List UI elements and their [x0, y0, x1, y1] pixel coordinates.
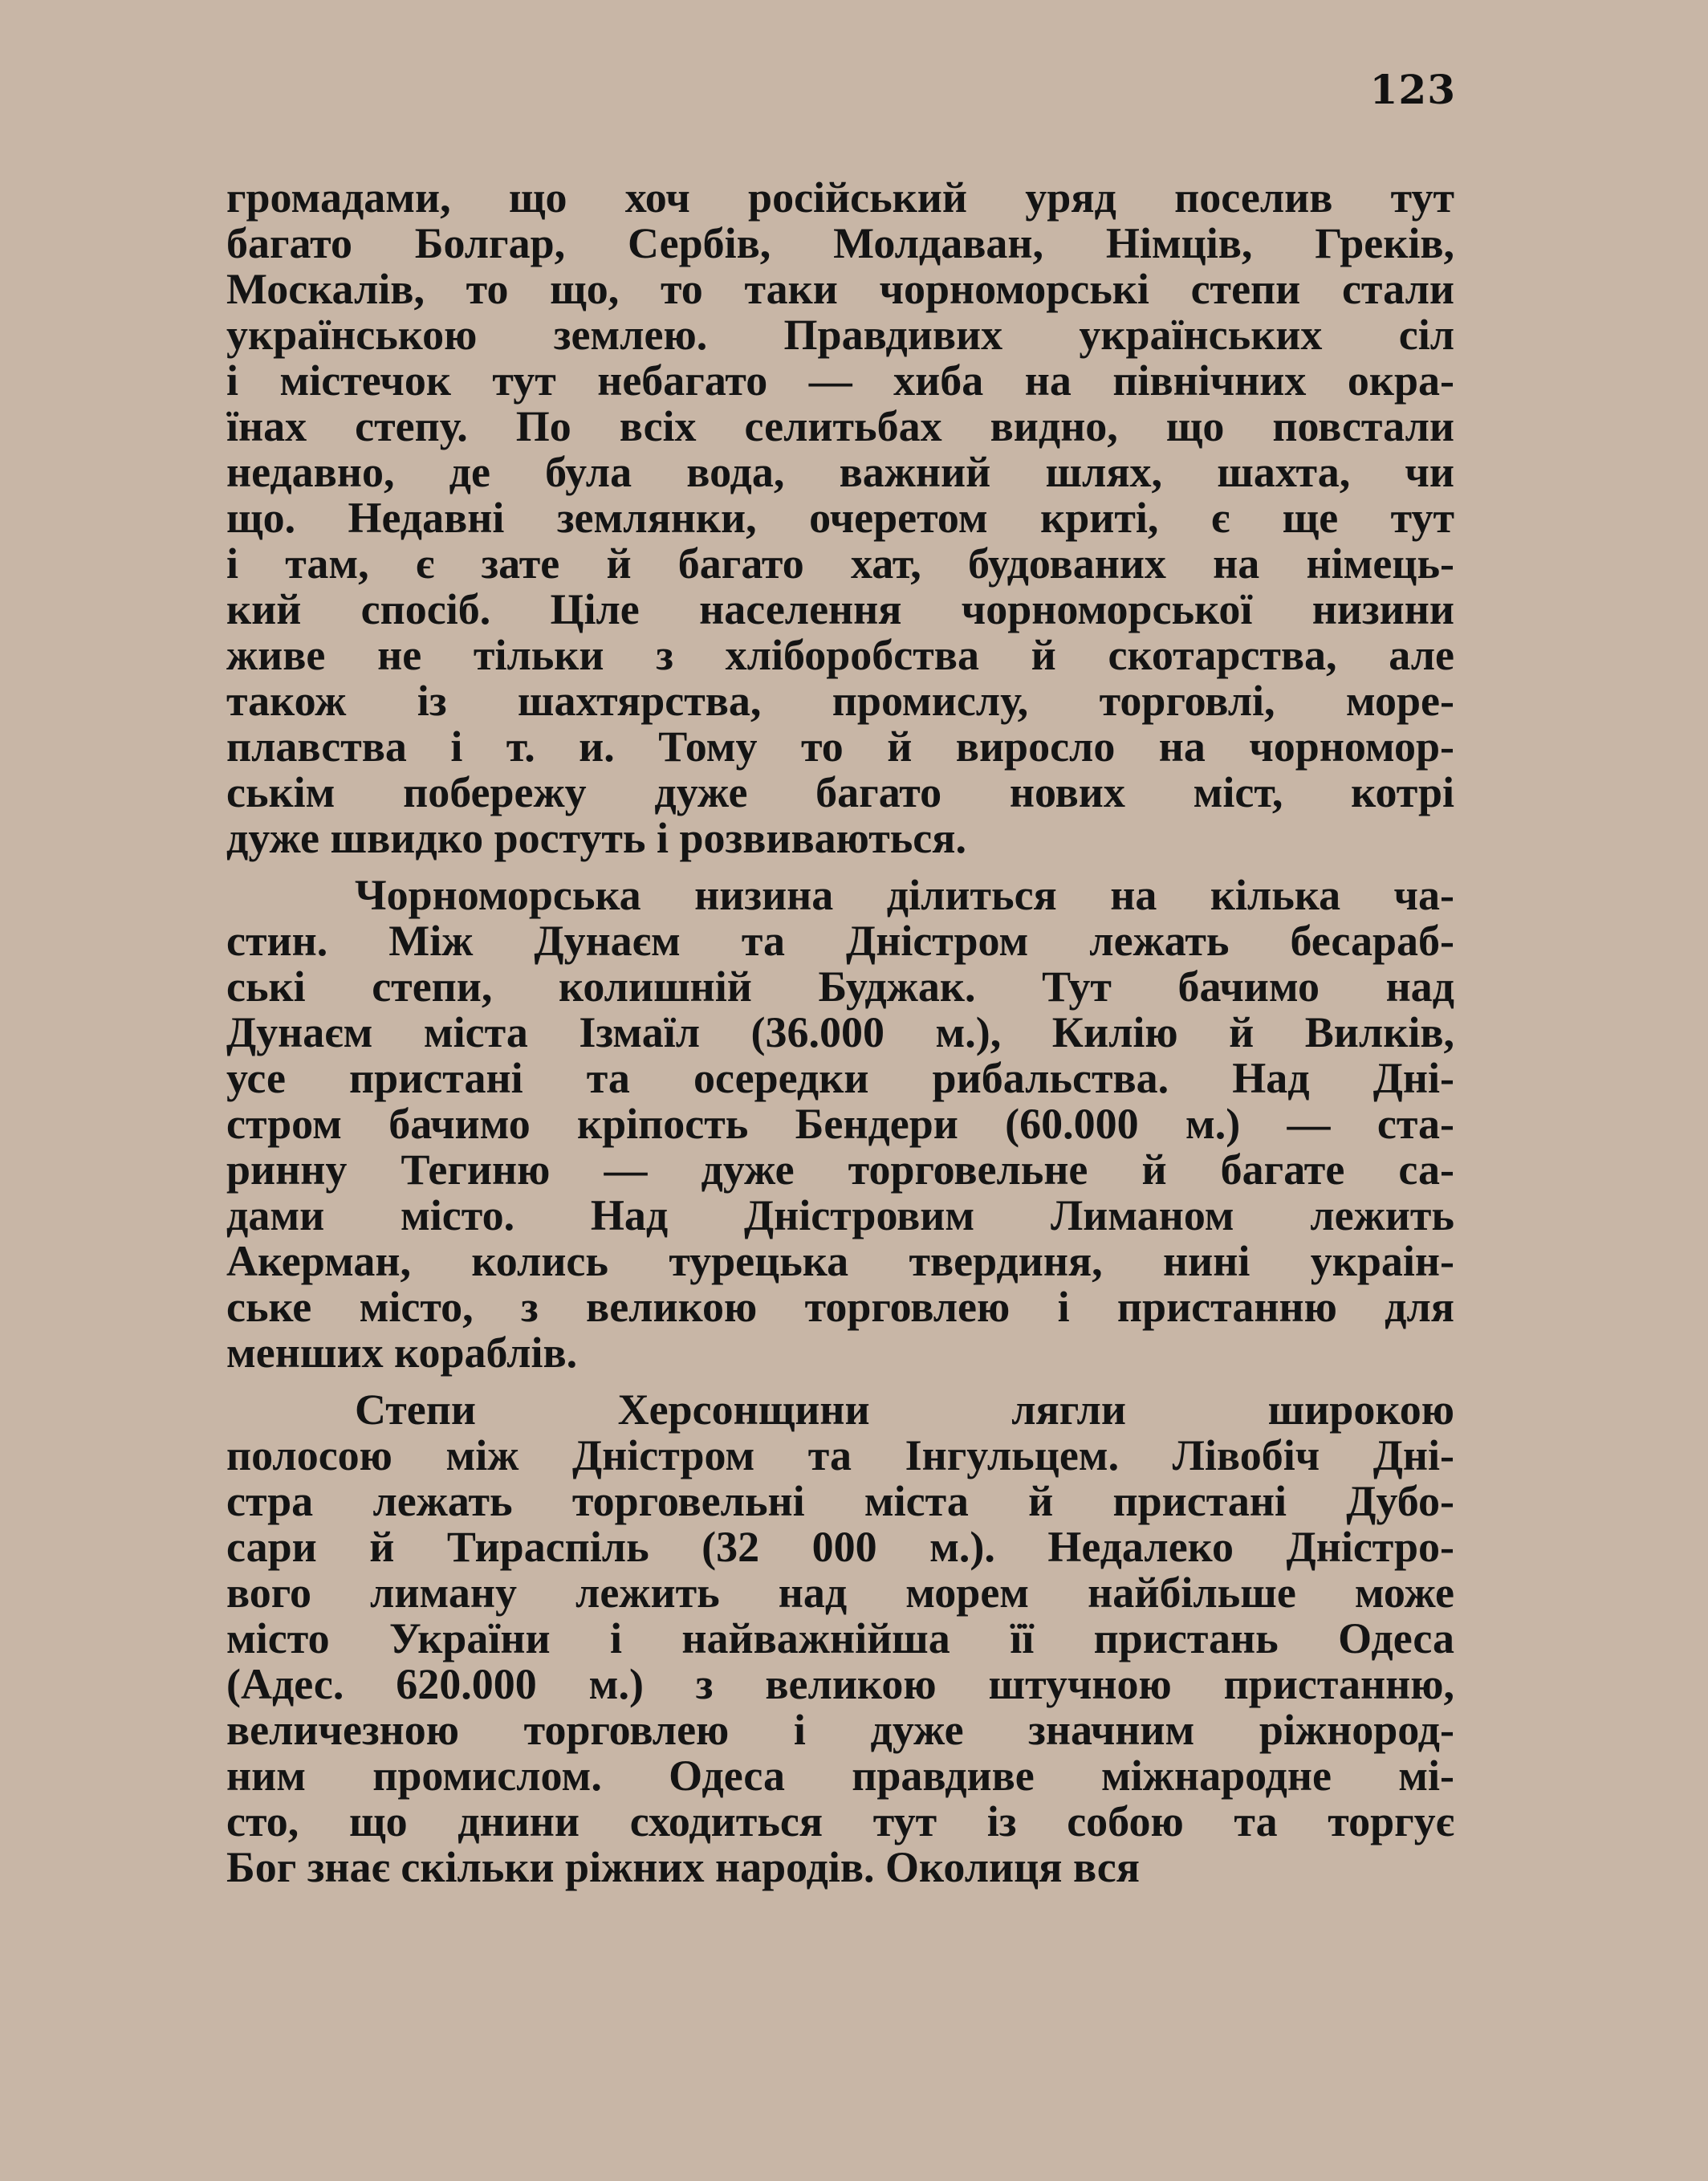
text-line: сари й Тираспіль (32 000 м.). Недалеко Дністро- [226, 1523, 1454, 1571]
text-line: і містечок тут небагато — хиба на північних окра- [226, 356, 1454, 405]
text-line: кий спосіб. Ціле населення чорноморської низини [226, 585, 1454, 633]
text-line: живе не тільки з хліборобства й скотарства, але [226, 631, 1454, 679]
text-line: їнах степу. По всіх селитьбах видно, що повстали [226, 402, 1454, 450]
text-line: недавно, де була вода, важний шлях, шахта, чи [226, 448, 1454, 496]
text-line: ське місто, з великою торговлею і пристанню для [226, 1283, 1454, 1331]
paragraph [226, 1387, 1454, 1890]
text-line: Москалів, то що, то таки чорноморські степи стали [226, 265, 1454, 313]
text-line: багато Болгар, Сербів, Молдаван, Німців, Греків, [226, 219, 1454, 267]
text-line: також із шахтярства, промислу, торговлі, море- [226, 677, 1454, 725]
text-line: стра лежать торговельні міста й пристані Дубо- [226, 1477, 1454, 1525]
text-line: українською землею. Правдивих українських сіл [226, 311, 1454, 359]
text-line: полосою між Дністром та Інгульцем. Лівобіч Дні- [226, 1431, 1454, 1479]
text-line: менших кораблів. [226, 1329, 578, 1377]
text-line: стром бачимо кріпость Бендери (60.000 м.) — ста- [226, 1100, 1454, 1148]
body-text [226, 175, 1454, 1890]
text-line: (Адес. 620.000 м.) з великою штучною пристанню, [226, 1660, 1454, 1708]
text-line: і там, є зате й багато хат, будованих на німець- [226, 539, 1454, 588]
text-line: усе пристані та осередки рибальства. Над Дні- [226, 1054, 1454, 1102]
text-line: громадами, що хоч російський уряд поселив тут [226, 173, 1454, 222]
text-line: дами місто. Над Дністровим Лиманом лежить [226, 1191, 1454, 1239]
text-line: стин. Між Дунаєм та Дністром лежать бесараб- [226, 917, 1454, 965]
text-line: вого лиману лежить над морем найбільше може [226, 1569, 1454, 1617]
text-line: Дунаєм міста Ізмаїл (36.000 м.), Килію й Вилків, [226, 1008, 1454, 1056]
text-line: місто України і найважнійша її пристань Одеса [226, 1614, 1454, 1662]
text-line: сто, що днини сходиться тут із собою та торгує [226, 1797, 1454, 1845]
text-line: ринну Тегиню — дуже торговельне й багате са- [226, 1145, 1454, 1194]
text-line: величезною торговлею і дуже значним ріжнород- [226, 1706, 1454, 1754]
text-line: що. Недавні землянки, очеретом криті, є ще тут [226, 494, 1454, 542]
text-line: ські степи, колишній Буджак. Тут бачимо над [226, 962, 1454, 1011]
text-line: ськім побережу дуже багато нових міст, котрі [226, 768, 1454, 816]
paragraph [226, 873, 1454, 1376]
page-number: 123 [1369, 66, 1456, 113]
text-line: дуже швидко ростуть і розвиваються. [226, 814, 966, 862]
text-line: Акерман, колись турецька твердиня, нині украін- [226, 1237, 1454, 1285]
paragraph [226, 175, 1454, 861]
text-line: плавства і т. и. Тому то й виросло на чорномор- [226, 722, 1454, 771]
text-line: Степи Херсонщини лягли широкою [355, 1386, 1454, 1434]
text-line: Чорноморська низина ділиться на кілька ча- [355, 871, 1454, 919]
text-line: ним промислом. Одеса правдиве міжнародне мі- [226, 1752, 1454, 1800]
text-line: Бог знає скільки ріжних народів. Околиця вся [226, 1843, 1140, 1891]
